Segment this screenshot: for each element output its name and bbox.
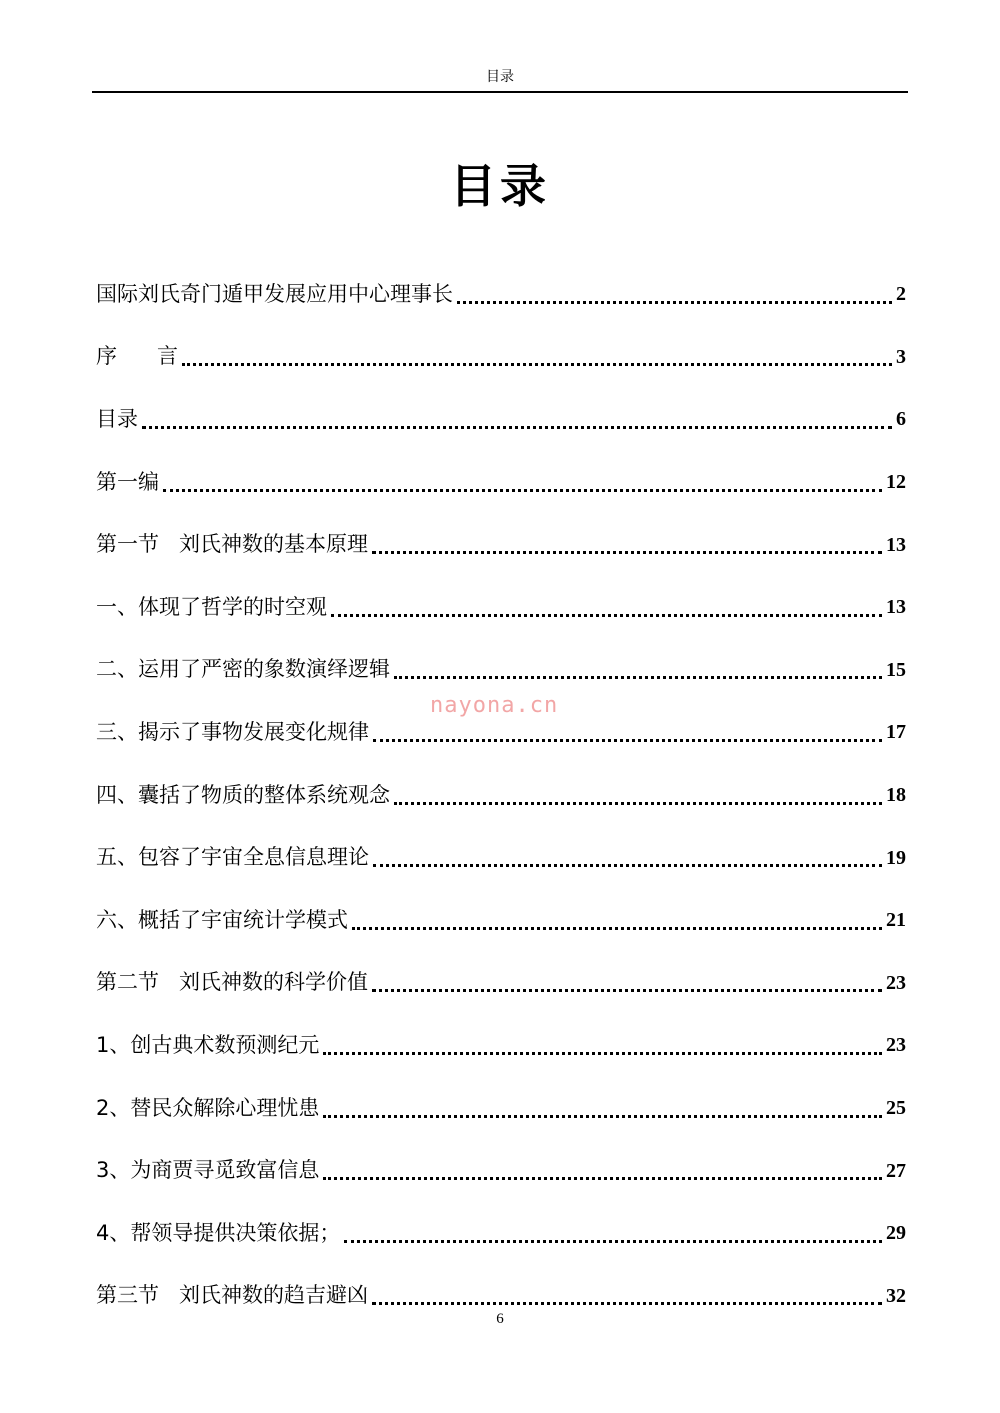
toc-entry[interactable] [96,826,906,889]
toc-leader-dots [394,676,882,679]
table-of-contents [96,263,906,1327]
toc-entry-label: 序 言 [96,344,179,369]
toc-entry[interactable] [96,1077,906,1140]
toc-leader-dots [344,1240,882,1243]
header-rule [92,91,908,93]
toc-entry[interactable] [96,1202,906,1265]
toc-entry-label: 第一节 刘氏神数的基本原理 [96,532,369,557]
toc-entry-page: 25 [886,1097,906,1120]
toc-entry-page: 19 [886,846,906,869]
toc-entry-label: 2、替民众解除心理忧患 [96,1095,320,1120]
toc-leader-dots [372,551,882,554]
toc-leader-dots [323,1052,882,1055]
toc-entry-page: 21 [886,909,906,932]
toc-entry-label: 五、包容了宇宙全息信息理论 [96,845,369,870]
toc-entry-label: 第二节 刘氏神数的科学价值 [96,970,369,995]
toc-entry-page: 13 [886,533,906,556]
toc-leader-dots [372,1302,882,1305]
toc-entry-label: 一、体现了哲学的时空观 [96,594,327,619]
toc-entry-label: 三、揭示了事物发展变化规律 [96,719,369,744]
toc-entry-label: 第一编 [96,469,159,494]
toc-entry[interactable] [96,889,906,952]
toc-entry-page: 18 [886,784,906,807]
toc-entry[interactable] [96,451,906,514]
toc-entry-page: 32 [886,1284,906,1307]
toc-entry-page: 23 [886,1034,906,1057]
toc-entry-label: 二、运用了严密的象数演绎逻辑 [96,657,390,682]
toc-leader-dots [331,614,882,617]
toc-leader-dots [372,989,882,992]
toc-entry-page: 17 [886,721,906,744]
toc-entry-page: 23 [886,971,906,994]
toc-entry-label: 第三节 刘氏神数的趋吉避凶 [96,1283,369,1308]
toc-entry-label: 六、概括了宇宙统计学模式 [96,907,348,932]
toc-entry-label: 1、创古典术数预测纪元 [96,1032,320,1057]
toc-entry-label: 国际刘氏奇门遁甲发展应用中心理事长 [96,281,453,306]
toc-entry[interactable] [96,952,906,1015]
toc-entry-label: 3、为商贾寻觅致富信息 [96,1158,320,1183]
toc-leader-dots [373,739,882,742]
toc-entry-label: 四、囊括了物质的整体系统观念 [96,782,390,807]
toc-leader-dots [457,301,892,304]
toc-leader-dots [163,489,882,492]
toc-leader-dots [323,1177,882,1180]
page-title: 目录 [450,159,550,213]
toc-entry-label: 4、帮领导提供决策依据； [96,1220,341,1245]
toc-entry-page: 3 [896,345,906,368]
toc-entry-page: 2 [896,283,906,306]
toc-leader-dots [182,363,892,366]
toc-entry[interactable] [96,764,906,827]
toc-entry-page: 13 [886,596,906,619]
running-header: 目录 [486,69,514,85]
toc-entry-label: 目录 [96,406,138,431]
toc-entry[interactable] [96,388,906,451]
toc-entry[interactable] [96,263,906,326]
toc-entry[interactable] [96,639,906,702]
toc-entry-page: 12 [886,471,906,494]
toc-entry-page: 27 [886,1159,906,1182]
toc-leader-dots [373,864,882,867]
watermark: nayona.cn [430,693,559,718]
toc-entry[interactable] [96,513,906,576]
toc-leader-dots [352,927,882,930]
toc-leader-dots [323,1115,882,1118]
page-number: 6 [496,1311,504,1327]
toc-entry[interactable] [96,576,906,639]
toc-entry[interactable] [96,1014,906,1077]
toc-leader-dots [142,426,892,429]
toc-entry-page: 6 [896,408,906,431]
toc-entry-page: 29 [886,1222,906,1245]
toc-entry[interactable] [96,326,906,389]
toc-entry[interactable] [96,1139,906,1202]
toc-leader-dots [394,802,882,805]
toc-entry-page: 15 [886,658,906,681]
